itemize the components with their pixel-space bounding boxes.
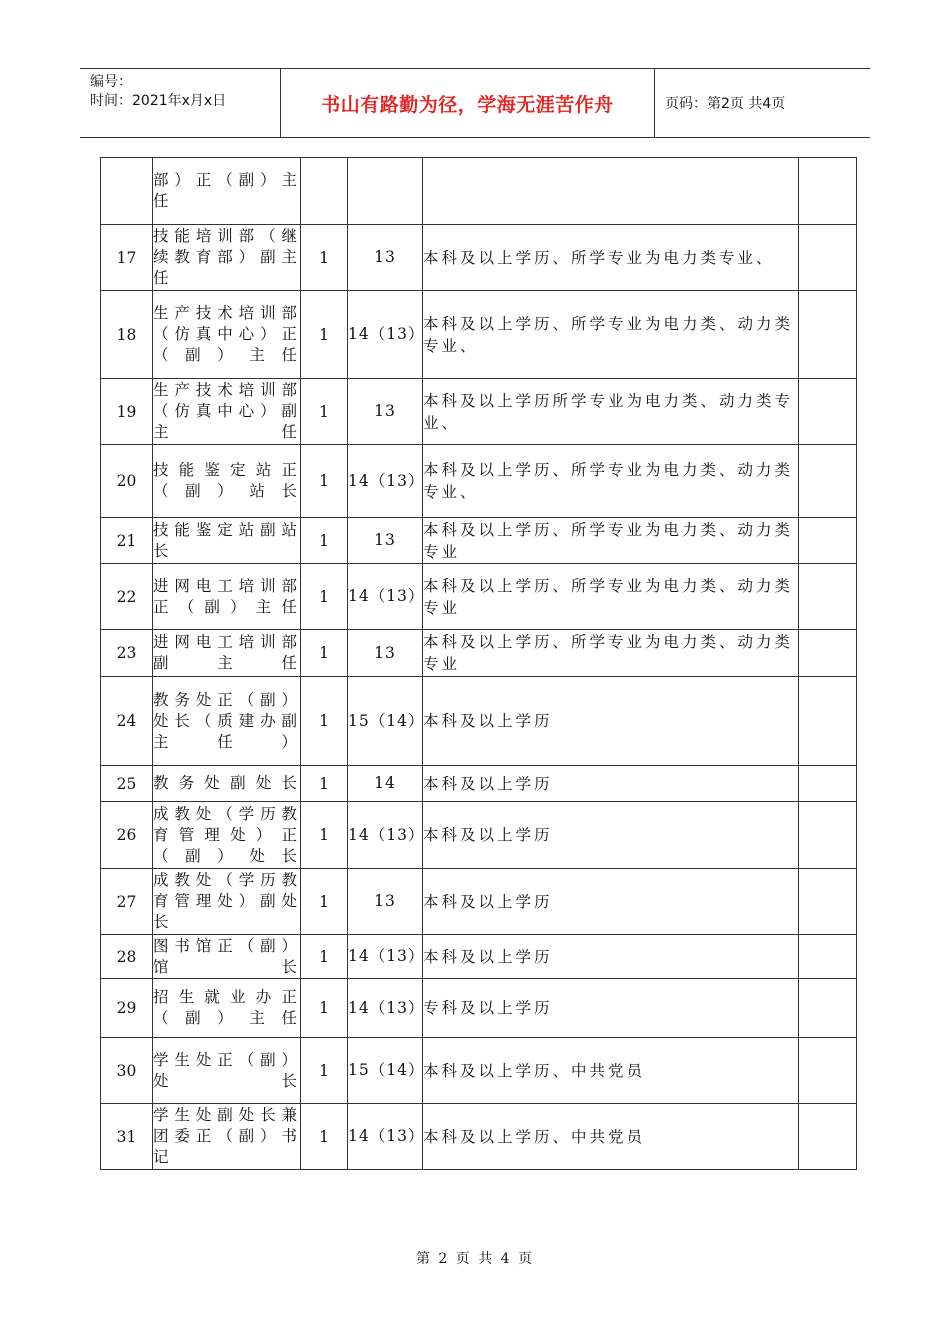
cell-requirement: 本科及以上学历 — [423, 677, 799, 766]
cell-count: 1 — [301, 935, 348, 979]
cell-position: 图书馆正（副）馆长 — [153, 935, 301, 979]
cell-blank — [799, 677, 857, 766]
cell-blank — [799, 802, 857, 869]
cell-blank — [799, 869, 857, 935]
cell-level: 14（13） — [348, 1104, 423, 1170]
cell-position: 学生处副处长兼团委正（副）书记 — [153, 1104, 301, 1170]
cell-requirement: 本科及以上学历、中共党员 — [423, 1038, 799, 1104]
cell-num: 25 — [101, 766, 153, 802]
cell-position: 进网电工培训部副主任 — [153, 630, 301, 677]
cell-blank — [799, 979, 857, 1038]
cell-level: 15（14） — [348, 1038, 423, 1104]
cell-num: 23 — [101, 630, 153, 677]
positions-table-body — [101, 158, 857, 1170]
cell-level: 14（13） — [348, 935, 423, 979]
cell-blank — [799, 291, 857, 379]
cell-num: 24 — [101, 677, 153, 766]
cell-blank — [799, 935, 857, 979]
cell-num: 19 — [101, 379, 153, 445]
cell-count: 1 — [301, 1038, 348, 1104]
date-label: 时间：2021年x月x日 — [90, 93, 227, 109]
cell-position: 生产技术培训部（仿真中心）正（副）主任 — [153, 291, 301, 379]
table-row — [101, 379, 857, 445]
table-row — [101, 766, 857, 802]
table-row — [101, 1104, 857, 1170]
cell-count: 1 — [301, 630, 348, 677]
cell-num: 17 — [101, 225, 153, 291]
cell-requirement: 本科及以上学历 — [423, 802, 799, 869]
cell-requirement: 本科及以上学历 — [423, 935, 799, 979]
table-row — [101, 935, 857, 979]
cell-level: 14（13） — [348, 445, 423, 518]
cell-requirement: 本科及以上学历、中共党员 — [423, 1104, 799, 1170]
cell-position: 教务处副处长 — [153, 766, 301, 802]
cell-position: 生产技术培训部（仿真中心）副主任 — [153, 379, 301, 445]
page-header — [80, 68, 870, 138]
cell-requirement: 本科及以上学历、所学专业为电力类、动力类专业 — [423, 630, 799, 677]
cell-level — [348, 158, 423, 225]
cell-level: 13 — [348, 379, 423, 445]
cell-level: 13 — [348, 518, 423, 564]
cell-level: 13 — [348, 225, 423, 291]
cell-level: 13 — [348, 869, 423, 935]
table-row — [101, 158, 857, 225]
cell-level: 14（13） — [348, 802, 423, 869]
cell-count: 1 — [301, 445, 348, 518]
cell-position: 学生处正（副）处长 — [153, 1038, 301, 1104]
cell-blank — [799, 766, 857, 802]
header-motto: 书山有路勤为径，学海无涯苦作舟 — [281, 69, 655, 137]
cell-num: 27 — [101, 869, 153, 935]
cell-position: 部）正（副）主任 — [153, 158, 301, 225]
cell-level: 14（13） — [348, 979, 423, 1038]
positions-table — [100, 157, 857, 1170]
table-row — [101, 869, 857, 935]
cell-blank — [799, 1104, 857, 1170]
cell-num: 21 — [101, 518, 153, 564]
table-row — [101, 225, 857, 291]
cell-num: 30 — [101, 1038, 153, 1104]
cell-num: 18 — [101, 291, 153, 379]
cell-blank — [799, 225, 857, 291]
table-row — [101, 291, 857, 379]
cell-level: 14（13） — [348, 564, 423, 630]
cell-count: 1 — [301, 802, 348, 869]
cell-blank — [799, 445, 857, 518]
cell-count: 1 — [301, 869, 348, 935]
cell-requirement: 本科及以上学历、所学专业为电力类、动力类专业、 — [423, 291, 799, 379]
table-row — [101, 445, 857, 518]
table-row — [101, 518, 857, 564]
cell-blank — [799, 630, 857, 677]
cell-requirement: 本科及以上学历 — [423, 869, 799, 935]
cell-num: 28 — [101, 935, 153, 979]
cell-num: 22 — [101, 564, 153, 630]
cell-position: 技能鉴定站副站长 — [153, 518, 301, 564]
cell-count: 1 — [301, 979, 348, 1038]
cell-blank — [799, 379, 857, 445]
cell-position: 技能鉴定站正（副）站长 — [153, 445, 301, 518]
cell-count: 1 — [301, 518, 348, 564]
table-row — [101, 630, 857, 677]
cell-blank — [799, 158, 857, 225]
cell-requirement: 本科及以上学历 — [423, 766, 799, 802]
cell-count: 1 — [301, 379, 348, 445]
cell-count: 1 — [301, 677, 348, 766]
cell-num: 20 — [101, 445, 153, 518]
cell-count: 1 — [301, 291, 348, 379]
cell-num: 29 — [101, 979, 153, 1038]
table-row — [101, 979, 857, 1038]
cell-count — [301, 158, 348, 225]
cell-blank — [799, 564, 857, 630]
table-row — [101, 802, 857, 869]
cell-count: 1 — [301, 225, 348, 291]
cell-count: 1 — [301, 766, 348, 802]
cell-level: 14（13） — [348, 291, 423, 379]
cell-position: 技能培训部（继续教育部）副主任 — [153, 225, 301, 291]
cell-position: 成教处（学历教育管理处）正（副）处长 — [153, 802, 301, 869]
cell-requirement — [423, 158, 799, 225]
cell-requirement: 本科及以上学历、所学专业为电力类、动力类专业 — [423, 564, 799, 630]
cell-requirement: 本科及以上学历、所学专业为电力类专业、 — [423, 225, 799, 291]
cell-blank — [799, 1038, 857, 1104]
cell-requirement: 本科及以上学历所学专业为电力类、动力类专业、 — [423, 379, 799, 445]
header-meta — [80, 69, 281, 137]
cell-blank — [799, 518, 857, 564]
cell-requirement: 本科及以上学历、所学专业为电力类、动力类专业、 — [423, 445, 799, 518]
cell-position: 教务处正（副）处长（质建办副主任） — [153, 677, 301, 766]
cell-level: 15（14） — [348, 677, 423, 766]
table-row — [101, 677, 857, 766]
header-page-info: 页码：第2页 共4页 — [665, 96, 786, 112]
cell-position: 进网电工培训部正（副）主任 — [153, 564, 301, 630]
cell-position: 成教处（学历教育管理处）副处长 — [153, 869, 301, 935]
cell-num: 31 — [101, 1104, 153, 1170]
cell-requirement: 专科及以上学历 — [423, 979, 799, 1038]
cell-position: 招生就业办正（副）主任 — [153, 979, 301, 1038]
cell-requirement: 本科及以上学历、所学专业为电力类、动力类专业 — [423, 518, 799, 564]
table-row — [101, 564, 857, 630]
cell-count: 1 — [301, 1104, 348, 1170]
table-row — [101, 1038, 857, 1104]
code-label: 编号： — [90, 74, 132, 90]
cell-num: 26 — [101, 802, 153, 869]
cell-level: 13 — [348, 630, 423, 677]
cell-level: 14 — [348, 766, 423, 802]
cell-num — [101, 158, 153, 225]
cell-count: 1 — [301, 564, 348, 630]
page-footer: 第 2 页 共 4 页 — [415, 1251, 535, 1267]
